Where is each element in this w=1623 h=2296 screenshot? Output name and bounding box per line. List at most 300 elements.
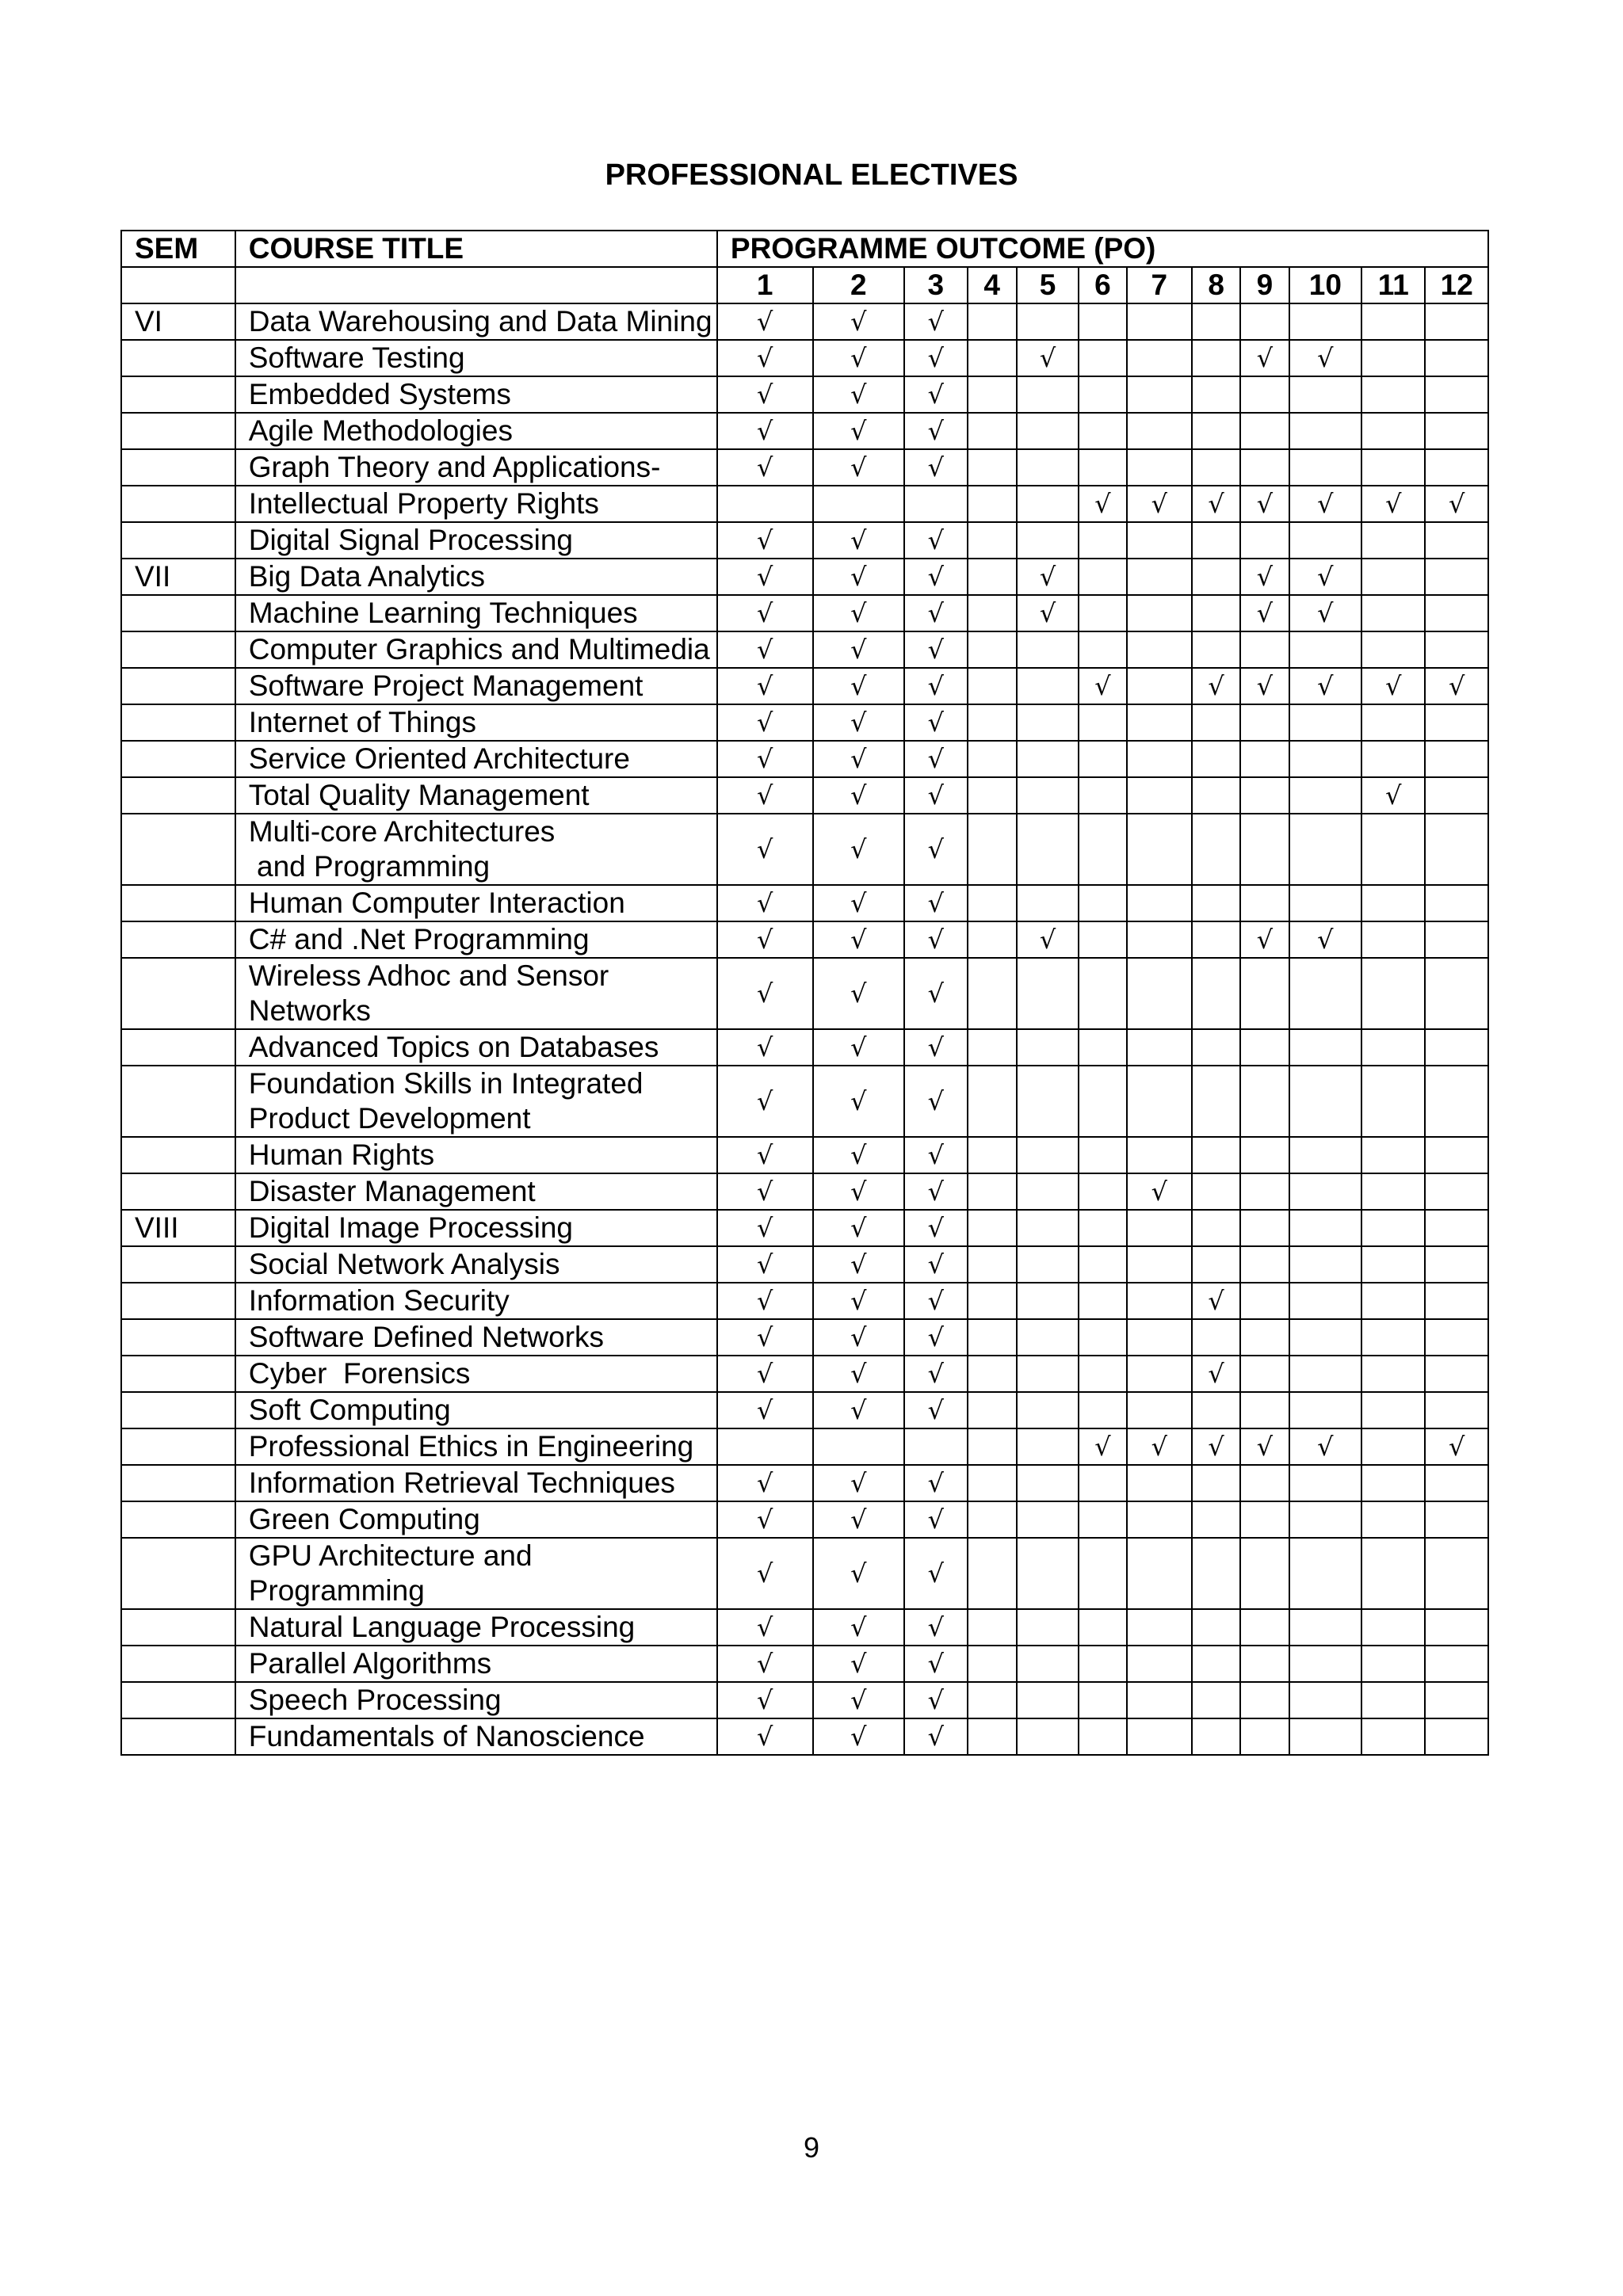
empty-cell-po-12 — [1425, 741, 1488, 777]
check-mark-po-2: √ — [813, 1246, 905, 1283]
empty-cell-po-4 — [968, 1682, 1017, 1718]
course-title-cell: Software Project Management — [235, 668, 717, 704]
check-mark-po-3: √ — [904, 777, 967, 814]
check-mark-po-3: √ — [904, 1319, 967, 1356]
empty-cell-po-7 — [1127, 921, 1192, 958]
empty-cell-po-4 — [968, 1465, 1017, 1501]
empty-cell-po-10 — [1289, 1066, 1361, 1137]
sem-cell — [121, 1646, 235, 1682]
empty-cell-po-8 — [1192, 1609, 1240, 1646]
empty-cell-po-9 — [1240, 1465, 1289, 1501]
empty-cell-po-11 — [1361, 376, 1425, 413]
sem-cell — [121, 1137, 235, 1173]
empty-cell-po-4 — [968, 303, 1017, 340]
check-mark-po-1: √ — [717, 1646, 813, 1682]
empty-cell-po-5 — [1017, 1283, 1079, 1319]
empty-cell-po-12 — [1425, 1392, 1488, 1428]
table-row — [121, 1465, 1488, 1501]
empty-cell-po-11 — [1361, 340, 1425, 376]
empty-cell-po-9 — [1240, 522, 1289, 559]
table-row — [121, 1356, 1488, 1392]
empty-cell-po-8 — [1192, 522, 1240, 559]
empty-cell-po-8 — [1192, 704, 1240, 741]
sem-cell — [121, 1319, 235, 1356]
empty-cell-po-8 — [1192, 1392, 1240, 1428]
empty-cell-po-11 — [1361, 1137, 1425, 1173]
empty-cell-po-9 — [1240, 1173, 1289, 1210]
empty-cell-po-12 — [1425, 704, 1488, 741]
sem-cell — [121, 1465, 235, 1501]
check-mark-po-2: √ — [813, 631, 905, 668]
empty-cell-po-10 — [1289, 1501, 1361, 1538]
empty-cell-po-12 — [1425, 1137, 1488, 1173]
po-number-2: 2 — [813, 267, 905, 303]
empty-cell-po-4 — [968, 668, 1017, 704]
empty-cell-po-5 — [1017, 1356, 1079, 1392]
empty-cell-po-11 — [1361, 1538, 1425, 1609]
empty-cell-po-11 — [1361, 595, 1425, 631]
empty-cell-po-5 — [1017, 1066, 1079, 1137]
check-mark-po-3: √ — [904, 1682, 967, 1718]
check-mark-po-2: √ — [813, 413, 905, 449]
check-mark-po-2: √ — [813, 1718, 905, 1755]
empty-cell-po-7 — [1127, 777, 1192, 814]
check-mark-po-3: √ — [904, 595, 967, 631]
empty-cell-po-12 — [1425, 340, 1488, 376]
check-mark-po-12: √ — [1425, 486, 1488, 522]
empty-cell-po-7 — [1127, 449, 1192, 486]
empty-cell-po-6 — [1079, 1501, 1126, 1538]
table-row — [121, 668, 1488, 704]
empty-cell-po-7 — [1127, 303, 1192, 340]
check-mark-po-10: √ — [1289, 595, 1361, 631]
empty-cell-po-11 — [1361, 449, 1425, 486]
po-header: PROGRAMME OUTCOME (PO) — [717, 231, 1488, 267]
empty-cell-po-7 — [1127, 1682, 1192, 1718]
empty-cell-po-6 — [1079, 376, 1126, 413]
check-mark-po-1: √ — [717, 522, 813, 559]
check-mark-po-1: √ — [717, 1066, 813, 1137]
empty-cell-po-10 — [1289, 631, 1361, 668]
empty-cell-po-5 — [1017, 1137, 1079, 1173]
table-row — [121, 1246, 1488, 1283]
check-mark-po-3: √ — [904, 303, 967, 340]
header-row — [121, 231, 1488, 267]
empty-cell-po-10 — [1289, 413, 1361, 449]
check-mark-po-5: √ — [1017, 559, 1079, 595]
empty-cell-po-4 — [968, 1283, 1017, 1319]
check-mark-po-2: √ — [813, 1609, 905, 1646]
check-mark-po-3: √ — [904, 1137, 967, 1173]
empty-cell-po-5 — [1017, 1465, 1079, 1501]
course-title-cell: Foundation Skills in Integrated Product Development — [235, 1066, 717, 1137]
check-mark-po-3: √ — [904, 1465, 967, 1501]
empty-cell-po-12 — [1425, 595, 1488, 631]
empty-cell-po-12 — [1425, 958, 1488, 1029]
check-mark-po-3: √ — [904, 1538, 967, 1609]
sem-cell — [121, 1538, 235, 1609]
check-mark-po-8: √ — [1192, 1356, 1240, 1392]
check-mark-po-1: √ — [717, 885, 813, 921]
empty-cell-po-11 — [1361, 958, 1425, 1029]
empty-cell-po-8 — [1192, 340, 1240, 376]
check-mark-po-3: √ — [904, 668, 967, 704]
table-row — [121, 958, 1488, 1029]
check-mark-po-3: √ — [904, 449, 967, 486]
check-mark-po-3: √ — [904, 814, 967, 885]
po-number-5: 5 — [1017, 267, 1079, 303]
empty-cell-po-9 — [1240, 1682, 1289, 1718]
empty-cell-po-10 — [1289, 1646, 1361, 1682]
table-row — [121, 559, 1488, 595]
course-title-cell: Human Computer Interaction — [235, 885, 717, 921]
empty-cell-po-10 — [1289, 1283, 1361, 1319]
course-title-cell: GPU Architecture and Programming — [235, 1538, 717, 1609]
empty-cell-po-6 — [1079, 1646, 1126, 1682]
empty-cell-po-12 — [1425, 376, 1488, 413]
empty-cell-po-9 — [1240, 1646, 1289, 1682]
empty-cell-po-6 — [1079, 814, 1126, 885]
check-mark-po-10: √ — [1289, 921, 1361, 958]
empty-cell-po-12 — [1425, 1356, 1488, 1392]
empty-cell-po-6 — [1079, 777, 1126, 814]
empty-cell-po-6 — [1079, 522, 1126, 559]
empty-cell-po-5 — [1017, 668, 1079, 704]
empty-cell-po-9 — [1240, 1609, 1289, 1646]
empty-cell-po-6 — [1079, 413, 1126, 449]
empty-cell-po-4 — [968, 921, 1017, 958]
empty-cell-po-9 — [1240, 1210, 1289, 1246]
check-mark-po-1: √ — [717, 1137, 813, 1173]
empty-cell-po-5 — [1017, 1501, 1079, 1538]
empty-cell-po-11 — [1361, 1682, 1425, 1718]
empty-cell-po-8 — [1192, 413, 1240, 449]
empty-cell-po-4 — [968, 814, 1017, 885]
check-mark-po-12: √ — [1425, 668, 1488, 704]
check-mark-po-8: √ — [1192, 1283, 1240, 1319]
check-mark-po-2: √ — [813, 522, 905, 559]
table-row — [121, 1609, 1488, 1646]
check-mark-po-3: √ — [904, 522, 967, 559]
course-title-cell: Information Retrieval Techniques — [235, 1465, 717, 1501]
course-title-cell: Software Testing — [235, 340, 717, 376]
check-mark-po-3: √ — [904, 1646, 967, 1682]
empty-cell-po-5 — [1017, 741, 1079, 777]
empty-cell-po-8 — [1192, 1538, 1240, 1609]
empty-cell-po-10 — [1289, 522, 1361, 559]
table-row — [121, 1137, 1488, 1173]
course-title-cell: Social Network Analysis — [235, 1246, 717, 1283]
empty-cell-po-7 — [1127, 885, 1192, 921]
empty-cell-po-4 — [968, 631, 1017, 668]
empty-cell-po-4 — [968, 486, 1017, 522]
empty-cell-po-5 — [1017, 631, 1079, 668]
check-mark-po-9: √ — [1240, 486, 1289, 522]
empty-cell-po-6 — [1079, 704, 1126, 741]
check-mark-po-2: √ — [813, 1646, 905, 1682]
empty-cell-po-3 — [904, 486, 967, 522]
check-mark-po-2: √ — [813, 921, 905, 958]
course-title-header: COURSE TITLE — [235, 231, 717, 267]
empty-cell-po-10 — [1289, 885, 1361, 921]
empty-cell-po-8 — [1192, 1066, 1240, 1137]
check-mark-po-2: √ — [813, 1501, 905, 1538]
check-mark-po-2: √ — [813, 668, 905, 704]
check-mark-po-2: √ — [813, 340, 905, 376]
empty-cell-po-10 — [1289, 1465, 1361, 1501]
empty-cell-po-7 — [1127, 413, 1192, 449]
empty-cell-po-12 — [1425, 1538, 1488, 1609]
check-mark-po-2: √ — [813, 741, 905, 777]
empty-cell-po-2 — [813, 486, 905, 522]
check-mark-po-2: √ — [813, 958, 905, 1029]
empty-cell-po-6 — [1079, 1066, 1126, 1137]
check-mark-po-8: √ — [1192, 668, 1240, 704]
empty-cell-po-7 — [1127, 704, 1192, 741]
empty-cell-po-7 — [1127, 1718, 1192, 1755]
empty-cell-po-9 — [1240, 413, 1289, 449]
sem-cell — [121, 1246, 235, 1283]
check-mark-po-9: √ — [1240, 921, 1289, 958]
empty-cell-po-7 — [1127, 1137, 1192, 1173]
sem-cell — [121, 741, 235, 777]
empty-cell-po-8 — [1192, 559, 1240, 595]
empty-cell-po-12 — [1425, 1501, 1488, 1538]
empty-cell-po-4 — [968, 449, 1017, 486]
table-row — [121, 814, 1488, 885]
empty-cell-po-9 — [1240, 958, 1289, 1029]
check-mark-po-2: √ — [813, 1066, 905, 1137]
empty-cell-po-9 — [1240, 376, 1289, 413]
empty-cell-po-4 — [968, 1609, 1017, 1646]
empty-cell-po-6 — [1079, 958, 1126, 1029]
course-title-cell: Agile Methodologies — [235, 413, 717, 449]
course-title-cell: Wireless Adhoc and Sensor Networks — [235, 958, 717, 1029]
empty-cell-po-7 — [1127, 958, 1192, 1029]
empty-cell-po-11 — [1361, 1465, 1425, 1501]
empty-cell-po-6 — [1079, 1682, 1126, 1718]
empty-cell-po-4 — [968, 1538, 1017, 1609]
sem-cell — [121, 522, 235, 559]
empty-cell-po-9 — [1240, 1356, 1289, 1392]
empty-cell-po-8 — [1192, 958, 1240, 1029]
check-mark-po-10: √ — [1289, 340, 1361, 376]
course-title-cell: Intellectual Property Rights — [235, 486, 717, 522]
empty-cell-po-12 — [1425, 1173, 1488, 1210]
empty-cell-po-7 — [1127, 631, 1192, 668]
sem-cell — [121, 486, 235, 522]
empty-cell-po-2 — [813, 1428, 905, 1465]
sem-cell: VIII — [121, 1210, 235, 1246]
course-title-cell: Soft Computing — [235, 1392, 717, 1428]
check-mark-po-9: √ — [1240, 595, 1289, 631]
empty-cell-po-3 — [904, 1428, 967, 1465]
sem-cell — [121, 1066, 235, 1137]
empty-cell-po-9 — [1240, 303, 1289, 340]
sem-cell — [121, 668, 235, 704]
empty-cell-po-9 — [1240, 814, 1289, 885]
empty-cell-po-12 — [1425, 814, 1488, 885]
empty-cell-po-5 — [1017, 958, 1079, 1029]
course-title-cell: Advanced Topics on Databases — [235, 1029, 717, 1066]
empty-cell-po-7 — [1127, 1246, 1192, 1283]
sem-cell: VI — [121, 303, 235, 340]
empty-cell-po-4 — [968, 376, 1017, 413]
check-mark-po-2: √ — [813, 1319, 905, 1356]
check-mark-po-3: √ — [904, 885, 967, 921]
empty-cell-po-10 — [1289, 1137, 1361, 1173]
empty-cell-po-7 — [1127, 1465, 1192, 1501]
sem-cell — [121, 1173, 235, 1210]
empty-cell-po-8 — [1192, 741, 1240, 777]
table-row — [121, 449, 1488, 486]
check-mark-po-2: √ — [813, 1538, 905, 1609]
empty-cell-po-11 — [1361, 303, 1425, 340]
check-mark-po-2: √ — [813, 1682, 905, 1718]
table-row — [121, 303, 1488, 340]
check-mark-po-1: √ — [717, 704, 813, 741]
sem-cell — [121, 777, 235, 814]
table-row — [121, 777, 1488, 814]
empty-cell-po-12 — [1425, 303, 1488, 340]
empty-cell-po-4 — [968, 1210, 1017, 1246]
check-mark-po-1: √ — [717, 921, 813, 958]
empty-cell-po-5 — [1017, 1173, 1079, 1210]
sem-cell — [121, 958, 235, 1029]
empty-cell-po-4 — [968, 885, 1017, 921]
empty-cell-po-5 — [1017, 413, 1079, 449]
po-number-7: 7 — [1127, 267, 1192, 303]
empty-cell-po-6 — [1079, 631, 1126, 668]
empty-cell-po-11 — [1361, 1646, 1425, 1682]
sem-cell — [121, 413, 235, 449]
empty-cell-po-4 — [968, 704, 1017, 741]
check-mark-po-1: √ — [717, 449, 813, 486]
empty-cell-po-4 — [968, 1356, 1017, 1392]
check-mark-po-3: √ — [904, 559, 967, 595]
course-title-cell: Green Computing — [235, 1501, 717, 1538]
course-title-cell: Professional Ethics in Engineering — [235, 1428, 717, 1465]
empty-cell-po-10 — [1289, 376, 1361, 413]
po-number-9: 9 — [1240, 267, 1289, 303]
check-mark-po-2: √ — [813, 376, 905, 413]
empty-cell-po-10 — [1289, 449, 1361, 486]
empty-cell-po-7 — [1127, 1210, 1192, 1246]
table-row — [121, 704, 1488, 741]
empty-cell-po-12 — [1425, 559, 1488, 595]
table-row — [121, 1646, 1488, 1682]
empty-cell-po-7 — [1127, 741, 1192, 777]
check-mark-po-1: √ — [717, 559, 813, 595]
sem-cell — [121, 1682, 235, 1718]
empty-cell-po-8 — [1192, 1501, 1240, 1538]
empty-cell-po-6 — [1079, 1609, 1126, 1646]
check-mark-po-1: √ — [717, 1283, 813, 1319]
empty-cell-po-11 — [1361, 1392, 1425, 1428]
po-number-3: 3 — [904, 267, 967, 303]
sem-cell — [121, 1392, 235, 1428]
check-mark-po-3: √ — [904, 1283, 967, 1319]
table-row — [121, 741, 1488, 777]
check-mark-po-1: √ — [717, 595, 813, 631]
po-number-row — [121, 267, 1488, 303]
course-title-cell: Internet of Things — [235, 704, 717, 741]
check-mark-po-2: √ — [813, 885, 905, 921]
table-row — [121, 885, 1488, 921]
check-mark-po-3: √ — [904, 376, 967, 413]
empty-cell-po-8 — [1192, 814, 1240, 885]
check-mark-po-3: √ — [904, 1392, 967, 1428]
empty-cell-po-5 — [1017, 1210, 1079, 1246]
empty-cell-po-7 — [1127, 595, 1192, 631]
check-mark-po-9: √ — [1240, 668, 1289, 704]
empty-cell-po-10 — [1289, 1609, 1361, 1646]
po-number-8: 8 — [1192, 267, 1240, 303]
check-mark-po-7: √ — [1127, 486, 1192, 522]
empty-cell-po-9 — [1240, 631, 1289, 668]
check-mark-po-6: √ — [1079, 486, 1126, 522]
sem-cell — [121, 1501, 235, 1538]
sem-cell — [121, 704, 235, 741]
empty-cell-po-10 — [1289, 1029, 1361, 1066]
check-mark-po-2: √ — [813, 1137, 905, 1173]
empty-cell-po-8 — [1192, 595, 1240, 631]
empty-cell-po-6 — [1079, 1465, 1126, 1501]
check-mark-po-11: √ — [1361, 668, 1425, 704]
check-mark-po-1: √ — [717, 1682, 813, 1718]
table-row — [121, 1392, 1488, 1428]
empty-cell-po-8 — [1192, 449, 1240, 486]
empty-cell-po-5 — [1017, 1319, 1079, 1356]
check-mark-po-8: √ — [1192, 1428, 1240, 1465]
empty-cell-po-4 — [968, 1137, 1017, 1173]
empty-cell-po-8 — [1192, 777, 1240, 814]
empty-cell-po-11 — [1361, 559, 1425, 595]
check-mark-po-1: √ — [717, 303, 813, 340]
course-title-cell: Disaster Management — [235, 1173, 717, 1210]
sem-cell — [121, 1428, 235, 1465]
course-title-cell: Data Warehousing and Data Mining — [235, 303, 717, 340]
empty-cell-po-11 — [1361, 1173, 1425, 1210]
course-title-cell: Service Oriented Architecture — [235, 741, 717, 777]
empty-cell-po-10 — [1289, 303, 1361, 340]
check-mark-po-2: √ — [813, 1173, 905, 1210]
table-row — [121, 921, 1488, 958]
check-mark-po-10: √ — [1289, 668, 1361, 704]
check-mark-po-2: √ — [813, 1465, 905, 1501]
empty-cell-po-11 — [1361, 921, 1425, 958]
page-title: PROFESSIONAL ELECTIVES — [605, 158, 1018, 192]
sem-cell — [121, 885, 235, 921]
check-mark-po-7: √ — [1127, 1428, 1192, 1465]
table-row — [121, 595, 1488, 631]
check-mark-po-12: √ — [1425, 1428, 1488, 1465]
po-number-10: 10 — [1289, 267, 1361, 303]
course-title-cell: Information Security — [235, 1283, 717, 1319]
check-mark-po-7: √ — [1127, 1173, 1192, 1210]
empty-cell-po-12 — [1425, 1066, 1488, 1137]
empty-cell-po-6 — [1079, 1246, 1126, 1283]
empty-cell-po-8 — [1192, 376, 1240, 413]
check-mark-po-1: √ — [717, 1356, 813, 1392]
empty-cell-po-12 — [1425, 777, 1488, 814]
check-mark-po-3: √ — [904, 1609, 967, 1646]
blank-cell — [235, 267, 717, 303]
empty-cell-po-12 — [1425, 1319, 1488, 1356]
empty-cell-po-8 — [1192, 921, 1240, 958]
empty-cell-po-8 — [1192, 1173, 1240, 1210]
empty-cell-po-6 — [1079, 1029, 1126, 1066]
